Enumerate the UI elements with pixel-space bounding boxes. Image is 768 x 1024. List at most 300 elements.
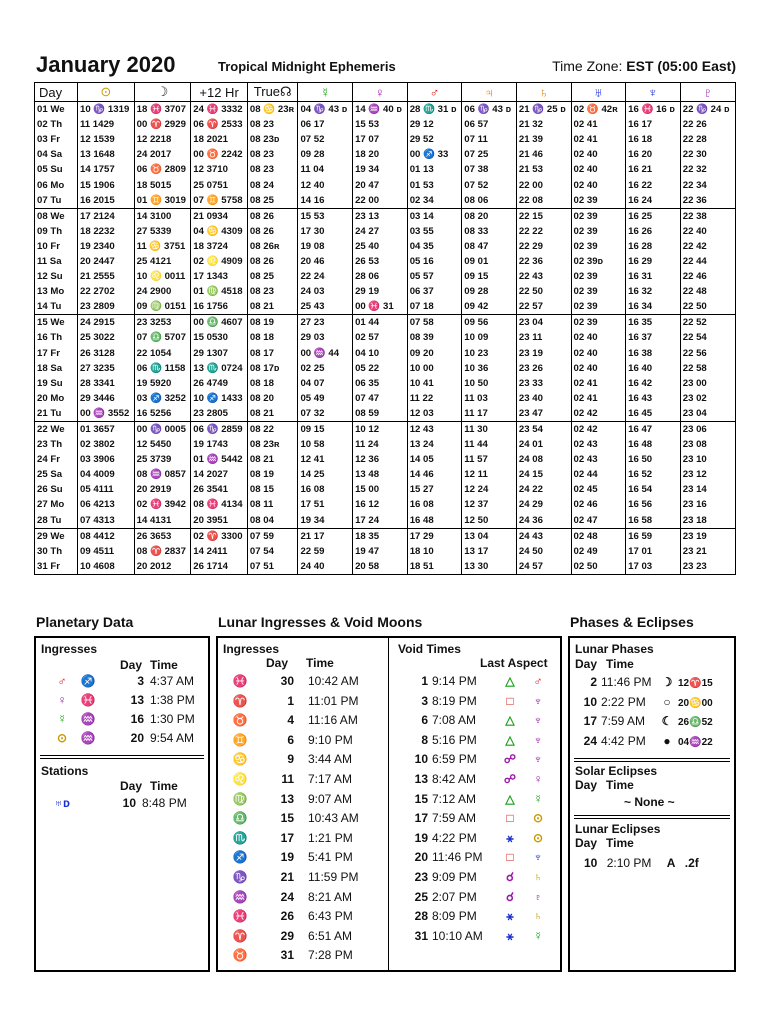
table-cell: 15 We bbox=[37, 317, 65, 329]
column-header-row bbox=[35, 83, 735, 102]
table-cell: 08 21 bbox=[247, 452, 298, 467]
table-cell: 23 14 bbox=[680, 482, 735, 497]
table-cell: 02 3802 bbox=[77, 437, 134, 452]
table-cell: 23 08 bbox=[680, 437, 735, 452]
table-cell: 26 1714 bbox=[191, 559, 248, 574]
table-cell: 22 50 bbox=[516, 284, 571, 299]
table-row bbox=[35, 102, 735, 118]
table-cell: 23 00 bbox=[680, 376, 735, 391]
sign-glyph: ♊ bbox=[232, 732, 248, 747]
list-item bbox=[575, 675, 713, 689]
table-cell: 22 30 bbox=[680, 147, 735, 162]
table-cell: 23 19 bbox=[516, 346, 571, 361]
table-cell: 24 36 bbox=[516, 513, 571, 529]
aspect-glyph: △ bbox=[505, 674, 515, 688]
table-cell: 23 47 bbox=[516, 406, 571, 422]
table-cell: 02 45 bbox=[571, 482, 626, 497]
table-cell: 16 22 bbox=[626, 177, 681, 192]
table-cell: 07 4313 bbox=[77, 513, 134, 529]
table-cell: 16 50 bbox=[626, 452, 681, 467]
table-cell: 19 Su bbox=[37, 377, 63, 389]
table-cell: 28 06 bbox=[353, 269, 408, 284]
table-cell: 21 53 bbox=[516, 162, 571, 177]
table-cell: 28 Tu bbox=[35, 513, 77, 529]
planet-glyph: ⊙ bbox=[56, 731, 68, 745]
table-cell: 08 39 bbox=[407, 330, 462, 345]
table-cell: 12 Su bbox=[37, 271, 63, 283]
ingress-time: 11:16 AM bbox=[308, 713, 358, 728]
table-cell: 10 09 bbox=[462, 330, 517, 345]
table-row bbox=[35, 254, 735, 269]
table-cell: 22 58 bbox=[680, 361, 735, 376]
table-cell: 23 16 bbox=[680, 497, 735, 512]
table-cell: 08 19 bbox=[247, 315, 298, 331]
table-cell: 09 42 bbox=[462, 299, 517, 315]
column-header: ♆ bbox=[626, 83, 681, 102]
table-cell: 22 38 bbox=[680, 208, 735, 224]
table-cell: 12 5450 bbox=[134, 437, 191, 452]
table-cell: 04 Sa bbox=[37, 149, 63, 161]
phase-position: 12♈15 bbox=[678, 678, 713, 689]
table-cell: 14 Tu bbox=[35, 299, 77, 315]
table-cell: 29 52 bbox=[407, 132, 462, 147]
list-item bbox=[398, 831, 546, 846]
page-header bbox=[36, 52, 736, 82]
table-cell: 11 17 bbox=[462, 406, 517, 422]
table-row bbox=[35, 208, 735, 224]
column-header: ♃ bbox=[462, 83, 517, 102]
table-cell: 19 47 bbox=[353, 544, 408, 559]
table-cell: 06 ♉ 2809 bbox=[134, 162, 191, 177]
aspect-glyph: ☌ bbox=[505, 870, 515, 884]
table-row bbox=[35, 132, 735, 147]
table-cell: 29 We bbox=[37, 530, 65, 542]
list-item bbox=[232, 890, 352, 904]
table-cell: 17 2124 bbox=[77, 208, 134, 224]
table-row bbox=[35, 452, 735, 467]
table-row bbox=[35, 437, 735, 452]
ingress-day: 19 bbox=[280, 850, 294, 865]
sign-glyph: ♉ bbox=[232, 948, 248, 963]
planetary-time-header: Time bbox=[150, 658, 178, 672]
lunar-ingresses-label: Ingresses bbox=[223, 642, 280, 656]
table-cell: 16 25 bbox=[626, 208, 681, 224]
ingress-time: 1:30 PM bbox=[150, 712, 195, 726]
table-cell: 18 51 bbox=[407, 559, 462, 574]
list-item bbox=[398, 929, 546, 944]
table-cell: 09 56 bbox=[462, 315, 517, 331]
planetary-ingresses-label: Ingresses bbox=[41, 642, 98, 656]
table-row bbox=[35, 177, 735, 192]
table-cell: 08 We bbox=[37, 210, 65, 222]
ingress-time: 9:54 AM bbox=[150, 731, 195, 745]
list-item bbox=[232, 674, 359, 688]
table-cell: 12 3710 bbox=[191, 162, 248, 177]
table-cell: 02 46 bbox=[571, 497, 626, 512]
lunar-phases-label: Lunar Phases bbox=[575, 642, 654, 656]
table-cell: 08 21 bbox=[247, 299, 298, 315]
table-row bbox=[35, 284, 735, 299]
table-cell: 20 3951 bbox=[191, 513, 248, 529]
solar-time-header: Time bbox=[606, 778, 634, 792]
table-cell: 16 35 bbox=[626, 315, 681, 331]
ingress-day: 13 bbox=[280, 791, 294, 806]
ephemeris-table bbox=[34, 82, 736, 575]
aspect-glyph: ⚹ bbox=[506, 909, 514, 924]
table-cell: 01 ♊ 3019 bbox=[134, 193, 191, 209]
table-cell: 23 11 bbox=[516, 330, 571, 345]
table-row bbox=[35, 497, 735, 512]
table-cell: 05 16 bbox=[407, 254, 462, 269]
table-cell: 18 35 bbox=[353, 528, 408, 544]
table-cell: 16 26 bbox=[626, 224, 681, 239]
void-day: 31 bbox=[414, 928, 428, 943]
table-cell: 21 17 bbox=[298, 528, 353, 544]
table-cell: 08 23 bbox=[247, 162, 298, 177]
ingress-time: 10:42 AM bbox=[308, 674, 359, 688]
table-cell: 10 ♑ 1319 bbox=[77, 102, 134, 118]
table-cell: 16 08 bbox=[407, 497, 462, 512]
table-cell: 24 Fr bbox=[37, 454, 60, 466]
phases-eclipses-title: Phases & Eclipses bbox=[570, 614, 694, 630]
sign-glyph: ♈ bbox=[232, 928, 248, 943]
ingress-time: 9:07 AM bbox=[308, 791, 353, 806]
planet-glyph: ☿ bbox=[533, 791, 543, 806]
table-cell: 23 04 bbox=[680, 406, 735, 422]
table-cell: 01 53 bbox=[407, 177, 462, 192]
aspect-glyph: △ bbox=[505, 713, 515, 728]
sign-glyph: ♒ bbox=[80, 731, 96, 745]
table-cell: 08 59 bbox=[353, 406, 408, 422]
sign-glyph: ♓ bbox=[80, 693, 96, 707]
table-cell: 07 52 bbox=[462, 177, 517, 192]
lunar-eclipse-type: A bbox=[666, 856, 676, 870]
table-cell: 10 41 bbox=[407, 376, 462, 391]
table-cell: 02 ♌ 4909 bbox=[191, 254, 248, 269]
table-cell: 12 2218 bbox=[134, 132, 191, 147]
timezone-value: EST bbox=[626, 58, 654, 74]
table-cell: 22 2702 bbox=[77, 284, 134, 299]
table-cell: 02 39 bbox=[571, 208, 626, 224]
list-item bbox=[232, 772, 352, 786]
ingress-time: 9:10 PM bbox=[308, 732, 353, 747]
table-cell: 04 ♑ 43 ᴅ bbox=[298, 102, 353, 118]
void-day: 13 bbox=[414, 772, 428, 786]
table-cell: 12 1539 bbox=[77, 132, 134, 147]
table-cell: 22 36 bbox=[680, 193, 735, 209]
table-cell: 25 40 bbox=[353, 239, 408, 254]
timezone-offset: (05:00 East) bbox=[657, 58, 736, 74]
table-cell: 02 39ᴅ bbox=[571, 254, 626, 269]
table-cell: 16 Th bbox=[37, 332, 63, 344]
table-cell: 23 04 bbox=[516, 315, 571, 331]
table-cell: 22 34 bbox=[680, 177, 735, 192]
table-cell: 10 23 bbox=[462, 346, 517, 361]
table-cell: 23 3253 bbox=[134, 315, 191, 331]
aspect-glyph: △ bbox=[505, 732, 515, 747]
table-cell: 16 48 bbox=[407, 513, 462, 529]
phases-time-header: Time bbox=[606, 657, 634, 671]
phase-time: 11:46 PM bbox=[601, 675, 652, 689]
table-cell: 08 ♓ 4134 bbox=[191, 497, 248, 512]
timezone bbox=[552, 58, 736, 74]
table-cell: 27 3235 bbox=[77, 361, 134, 376]
aspect-glyph: □ bbox=[506, 811, 514, 826]
aspect-glyph: □ bbox=[506, 850, 514, 865]
table-cell: 16 34 bbox=[626, 299, 681, 315]
table-cell: 19 2340 bbox=[77, 239, 134, 254]
table-cell: 08 26 bbox=[247, 224, 298, 239]
table-cell: 03 ♐ 3252 bbox=[134, 391, 191, 406]
table-cell: 09 15 bbox=[298, 421, 353, 437]
table-cell: 08 ♈ 2837 bbox=[134, 544, 191, 559]
table-cell: 29 1307 bbox=[191, 346, 248, 361]
table-cell: 25 0751 bbox=[191, 177, 248, 192]
void-time: 7:08 AM bbox=[432, 713, 477, 728]
table-cell: 02 42 bbox=[571, 421, 626, 437]
table-cell: 08 21 bbox=[247, 406, 298, 422]
lunar-time-header: Time bbox=[306, 656, 334, 670]
table-cell: 08 25 bbox=[247, 269, 298, 284]
table-cell: 16 24 bbox=[626, 193, 681, 209]
sign-glyph: ♍ bbox=[232, 791, 248, 806]
phases-box bbox=[568, 636, 736, 972]
list-item bbox=[398, 870, 546, 884]
table-cell: 13 1648 bbox=[77, 147, 134, 162]
table-cell: 21 39 bbox=[516, 132, 571, 147]
void-day: 19 bbox=[414, 830, 428, 845]
void-time: 9:09 PM bbox=[432, 870, 477, 884]
table-cell: 01 44 bbox=[353, 315, 408, 331]
list-item bbox=[398, 752, 546, 766]
table-cell: 25 43 bbox=[298, 299, 353, 315]
phase-day: 17 bbox=[583, 714, 597, 728]
column-header: True☊ bbox=[247, 83, 298, 102]
ingress-day: 30 bbox=[280, 674, 294, 688]
table-cell: 07 58 bbox=[407, 315, 462, 331]
table-cell: 16 47 bbox=[626, 421, 681, 437]
table-cell: 09 15 bbox=[462, 269, 517, 284]
divider bbox=[574, 758, 730, 762]
table-cell: 06 57 bbox=[462, 117, 517, 132]
ingress-time: 3:44 AM bbox=[308, 752, 353, 767]
list-item bbox=[54, 693, 195, 707]
table-cell: 07 11 bbox=[462, 132, 517, 147]
ingress-day: 13 bbox=[130, 693, 144, 707]
table-cell: 09 28 bbox=[462, 284, 517, 299]
table-cell: 18 20 bbox=[353, 147, 408, 162]
table-cell: 16 5256 bbox=[134, 406, 191, 422]
list-item bbox=[232, 811, 359, 825]
table-cell: 12 24 bbox=[462, 482, 517, 497]
table-cell: 22 52 bbox=[680, 315, 735, 331]
table-cell: 05 4111 bbox=[77, 482, 134, 497]
table-cell: 08 ♋ 23ʀ bbox=[247, 102, 298, 118]
table-cell: 17 51 bbox=[298, 497, 353, 512]
ingress-day: 15 bbox=[280, 811, 294, 826]
divider bbox=[574, 815, 730, 819]
lunar-ingresses-title: Lunar Ingresses & Void Moons bbox=[218, 614, 423, 630]
void-time: 8:09 PM bbox=[432, 909, 477, 924]
table-cell: 16 48 bbox=[626, 437, 681, 452]
list-item bbox=[398, 811, 546, 825]
table-cell: 13 Mo bbox=[37, 286, 65, 298]
table-cell: 16 58 bbox=[626, 513, 681, 529]
ingress-time: 6:43 PM bbox=[308, 909, 353, 924]
column-header: ♄ bbox=[516, 83, 571, 102]
table-cell: 16 12 bbox=[353, 497, 408, 512]
stations-label: Stations bbox=[41, 764, 89, 778]
ingress-time: 5:41 PM bbox=[308, 850, 353, 865]
table-cell: 19 34 bbox=[353, 162, 408, 177]
list-item bbox=[398, 713, 546, 727]
table-cell: 08 23ᴅ bbox=[247, 132, 298, 147]
table-cell: 02 39 bbox=[571, 239, 626, 254]
table-cell: 22 57 bbox=[516, 299, 571, 315]
column-header: ♇ bbox=[680, 83, 735, 102]
table-row bbox=[35, 421, 735, 437]
column-header: Day bbox=[35, 83, 77, 102]
table-cell: 22 32 bbox=[680, 162, 735, 177]
ingress-time: 7:17 AM bbox=[308, 772, 353, 786]
table-cell: 08 24 bbox=[247, 177, 298, 192]
void-time: 2:07 PM bbox=[432, 889, 477, 904]
table-cell: 06 ♑ 2859 bbox=[191, 421, 248, 437]
table-cell: 22 44 bbox=[680, 254, 735, 269]
table-cell: 07 25 bbox=[462, 147, 517, 162]
table-cell: 24 03 bbox=[298, 284, 353, 299]
table-cell: 16 40 bbox=[626, 361, 681, 376]
table-cell: 07 ♎ 5707 bbox=[134, 330, 191, 345]
list-item bbox=[54, 796, 187, 810]
table-cell: 06 ♑ 43 ᴅ bbox=[462, 102, 517, 118]
table-cell: 24 2017 bbox=[134, 147, 191, 162]
page-subtitle: Tropical Midnight Ephemeris bbox=[218, 59, 396, 74]
table-cell: 00 ♒ 3552 bbox=[77, 406, 134, 422]
planetary-data-box bbox=[34, 636, 210, 972]
table-cell: 26 4749 bbox=[191, 376, 248, 391]
phase-position: 04♒22 bbox=[678, 736, 713, 748]
lunar-ecl-day-header: Day bbox=[575, 836, 598, 850]
planetary-day-header: Day bbox=[120, 658, 143, 672]
table-cell: 16 45 bbox=[626, 406, 681, 422]
table-cell: 03 14 bbox=[407, 208, 462, 224]
table-cell: 10 Fr bbox=[37, 240, 60, 252]
table-cell: 24 27 bbox=[353, 224, 408, 239]
table-cell: 02 39 bbox=[571, 299, 626, 315]
table-cell: 24 01 bbox=[516, 437, 571, 452]
table-cell: 22 28 bbox=[680, 132, 735, 147]
ingress-day: 26 bbox=[280, 909, 294, 924]
table-cell: 24 57 bbox=[516, 559, 571, 574]
moon-phase-icon: ○ bbox=[663, 694, 671, 709]
table-cell: 08 4412 bbox=[77, 528, 134, 544]
table-row bbox=[35, 482, 735, 497]
table-cell: 31 Fr bbox=[37, 560, 60, 572]
planet-glyph: ⊙ bbox=[532, 811, 544, 826]
column-header: ♅ bbox=[571, 83, 626, 102]
sign-glyph: ♑ bbox=[232, 870, 248, 884]
table-cell: 24 ♓ 3332 bbox=[191, 102, 248, 118]
table-cell: 02 41 bbox=[571, 132, 626, 147]
table-cell: 17 24 bbox=[353, 513, 408, 529]
sign-glyph: ♒ bbox=[232, 889, 248, 904]
table-cell: 24 2915 bbox=[77, 315, 134, 331]
table-cell: 02 50 bbox=[571, 559, 626, 574]
table-cell: 08 22 bbox=[247, 421, 298, 437]
table-cell: 04 07 bbox=[298, 376, 353, 391]
table-cell: 18 10 bbox=[407, 544, 462, 559]
table-row bbox=[35, 391, 735, 406]
table-cell: 01 ♒ 5442 bbox=[191, 452, 248, 467]
list-item bbox=[575, 734, 713, 748]
table-cell: 01 We bbox=[37, 104, 65, 116]
table-cell: 15 53 bbox=[298, 208, 353, 224]
table-cell: 22 08 bbox=[516, 193, 571, 209]
list-item bbox=[232, 870, 358, 884]
table-row bbox=[35, 162, 735, 177]
table-cell: 07 38 bbox=[462, 162, 517, 177]
table-cell: 02 43 bbox=[571, 437, 626, 452]
list-item bbox=[398, 909, 546, 924]
list-item bbox=[232, 713, 358, 727]
table-cell: 23 10 bbox=[680, 452, 735, 467]
void-day: 3 bbox=[421, 693, 428, 708]
table-cell: 11 Sa bbox=[37, 255, 62, 267]
table-cell: 07 ♊ 5758 bbox=[191, 193, 248, 209]
ingress-time: 11:01 PM bbox=[308, 693, 359, 708]
table-cell: 29 19 bbox=[353, 284, 408, 299]
table-cell: 08 19 bbox=[247, 467, 298, 482]
table-cell: 15 1906 bbox=[77, 177, 134, 192]
table-cell: 23 2805 bbox=[191, 406, 248, 422]
table-cell: 23 23 bbox=[680, 559, 735, 574]
table-cell: 02 25 bbox=[298, 361, 353, 376]
table-cell: 01 3657 bbox=[77, 421, 134, 437]
lunar-eclipse-row bbox=[584, 856, 699, 870]
table-cell: 20 47 bbox=[353, 177, 408, 192]
table-cell: 26 3653 bbox=[134, 528, 191, 544]
table-cell: 12 37 bbox=[462, 497, 517, 512]
table-cell: 23 12 bbox=[680, 467, 735, 482]
table-cell: 02 47 bbox=[571, 513, 626, 529]
list-item bbox=[398, 733, 546, 747]
table-cell: 06 Mo bbox=[37, 179, 65, 191]
table-cell: 02 42 bbox=[571, 406, 626, 422]
aspect-glyph: ☌ bbox=[505, 889, 515, 904]
table-cell: 08 26ʀ bbox=[247, 239, 298, 254]
table-cell: 08 17 bbox=[247, 346, 298, 361]
void-day: 23 bbox=[414, 870, 428, 884]
solar-day-header: Day bbox=[575, 778, 598, 792]
table-cell: 05 57 bbox=[407, 269, 462, 284]
table-cell: 16 2015 bbox=[77, 193, 134, 209]
ingress-day: 6 bbox=[287, 732, 294, 747]
list-item bbox=[398, 772, 546, 786]
table-cell: 22 48 bbox=[680, 284, 735, 299]
table-cell: 08 11 bbox=[247, 497, 298, 512]
table-row bbox=[35, 406, 735, 422]
planet-glyph: ☿ bbox=[533, 928, 543, 943]
table-cell: 26 53 bbox=[353, 254, 408, 269]
table-cell: 24 40 bbox=[298, 559, 353, 574]
ingress-time: 8:21 AM bbox=[308, 889, 353, 904]
lunar-ecl-time-header: Time bbox=[606, 836, 634, 850]
table-cell: 18 2232 bbox=[77, 224, 134, 239]
column-header: ☿ bbox=[298, 83, 353, 102]
table-cell: 12 11 bbox=[462, 467, 517, 482]
ingress-time: 11:59 PM bbox=[308, 870, 359, 884]
